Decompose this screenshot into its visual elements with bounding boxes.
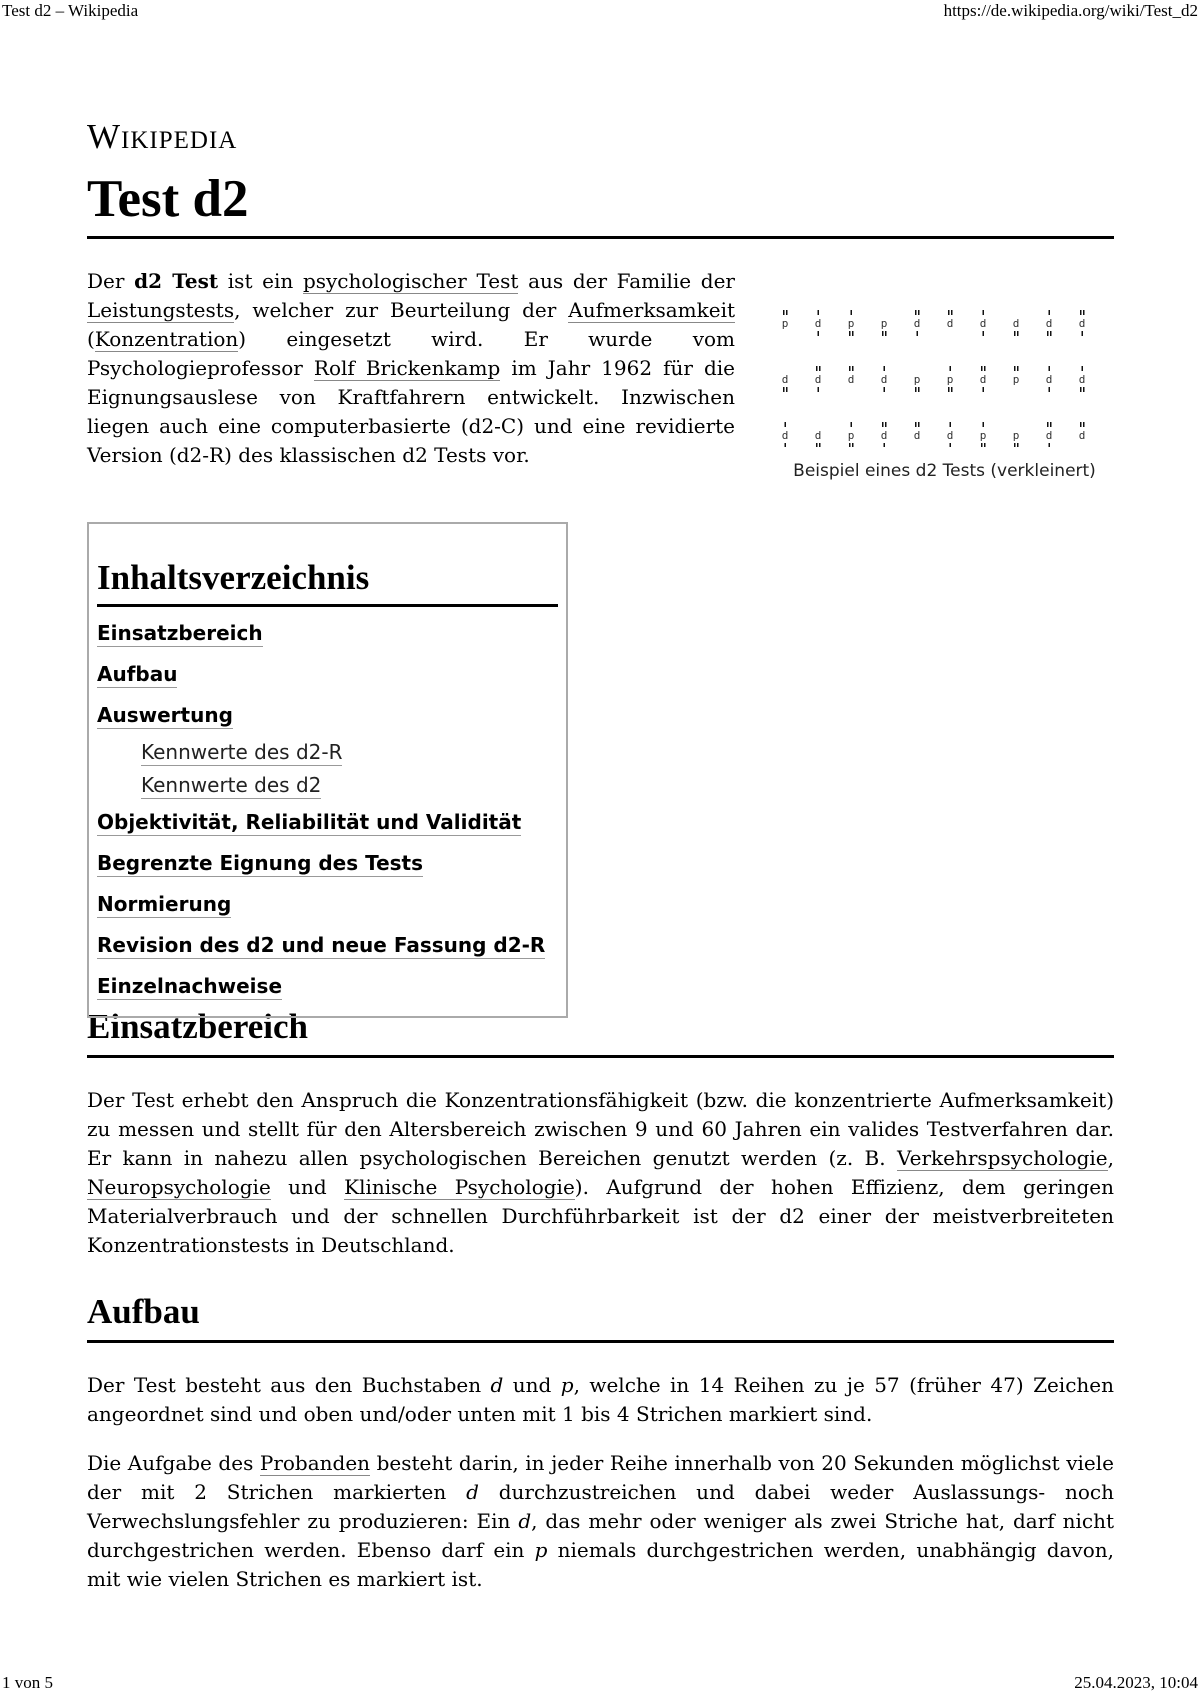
d2-bottom-stroke: [1014, 331, 1016, 336]
d2-bottom-stroke: [786, 387, 788, 392]
d2-bottom-stroke: [1083, 387, 1085, 392]
section-heading: Einsatzbereich: [87, 1005, 1114, 1058]
print-datetime: 25.04.2023, 10:04: [1074, 1673, 1198, 1692]
d2-top-stroke: [816, 366, 818, 371]
d2-top-stroke: [1082, 366, 1084, 371]
d2-bottom-stroke: [816, 443, 818, 447]
toc-item[interactable]: Revision des d2 und neue Fassung d2-R: [97, 933, 546, 957]
d2-bottom-stroke: [819, 443, 821, 447]
print-header: [0, 0, 1200, 24]
d2-top-stroke: [851, 310, 853, 315]
print-header-url[interactable]: https://de.wikipedia.org/wiki/Test_d2: [943, 1, 1198, 20]
d2-letter: p: [1012, 373, 1020, 386]
d2-bottom-stroke: [1049, 443, 1051, 447]
d2-bottom-stroke: [1049, 387, 1051, 392]
toc-item[interactable]: Objektivität, Reliabilität und Validität: [97, 810, 522, 834]
link-probanden[interactable]: Probanden: [259, 1451, 371, 1475]
toc-item[interactable]: Begrenzte Eignung des Tests: [97, 851, 424, 875]
toc-item[interactable]: Einsatzbereich: [97, 621, 263, 645]
d2-letter: d: [1078, 373, 1086, 386]
d2-top-stroke: [918, 310, 920, 315]
table-of-contents: [87, 522, 568, 1018]
d2-top-stroke: [785, 422, 787, 427]
d2-top-stroke: [882, 422, 884, 427]
d2-bottom-stroke: [1017, 331, 1019, 336]
print-footer: [0, 1672, 1200, 1696]
link-konzentration[interactable]: Konzentration: [94, 327, 239, 351]
d2-letter: d: [1045, 373, 1053, 386]
d2-bottom-stroke: [884, 387, 886, 392]
lead-area: [87, 267, 1114, 1005]
d2-bottom-stroke: [852, 331, 854, 336]
d2-letter: d: [880, 429, 888, 442]
d2-top-stroke: [1017, 366, 1019, 371]
intro-paragraph: Der d2 Test ist ein psychologischer Test aus der Familie der Leistungstests, welcher zur Beurteilung der Aufmerksamkeit (Konzentration) eingesetzt wird. Er wurde vom Psychologieprofessor Rolf Brickenkamp im Jahr 1962 für die Eignungsauslese von Kraftfahrern entwickelt. Inzwischen liegen auch eine computerbasierte (d2-C) und eine revidierte Version (d2-R) des klassischen d2 Tests vor.: [87, 269, 735, 467]
d2-top-stroke: [783, 310, 785, 315]
toc-title: Inhaltsverzeichnis: [97, 558, 558, 607]
d2-bottom-stroke: [1080, 387, 1082, 392]
section-paragraph: Der Test besteht aus den Buchstaben d und p, welche in 14 Reihen zu je 57 (früher 47) Zeichen angeordnet sind und oben und/oder unten mit 1 bis 4 Strichen markiert sind.: [87, 1373, 1115, 1426]
d2-top-stroke: [1014, 366, 1016, 371]
d2-letter: d: [814, 317, 822, 330]
section-aufbau: [87, 1290, 1114, 1594]
d2-letter: d: [1078, 317, 1086, 330]
d2-letter: d: [979, 373, 987, 386]
toc-item[interactable]: Normierung: [97, 892, 232, 916]
d2-letter: d: [979, 317, 987, 330]
d2-letter: d: [946, 429, 954, 442]
d2-top-stroke: [984, 366, 986, 371]
article: [87, 112, 1114, 1594]
d2-letter: p: [847, 317, 855, 330]
d2-top-stroke: [851, 422, 853, 427]
link-psychologischer-test[interactable]: psychologischer Test: [302, 269, 519, 293]
d2-top-stroke: [885, 422, 887, 427]
d2-bottom-stroke: [783, 387, 785, 392]
d2-top-stroke: [983, 310, 985, 315]
link-rolf-brickenkamp[interactable]: Rolf Brickenkamp: [313, 356, 501, 380]
d2-top-stroke: [1047, 422, 1049, 427]
d2-letter: d: [946, 317, 954, 330]
link-leistungstests[interactable]: Leistungstests: [87, 298, 235, 322]
d2-top-stroke: [819, 366, 821, 371]
d2-top-stroke: [786, 310, 788, 315]
print-header-title: Test d2 – Wikipedia: [2, 1, 139, 20]
section-heading: Aufbau: [87, 1290, 1114, 1343]
d2-bottom-stroke: [1082, 331, 1084, 336]
d2-bottom-stroke: [884, 443, 886, 447]
d2-top-stroke: [884, 366, 886, 371]
d2-top-stroke: [1049, 310, 1051, 315]
d2-top-stroke: [1049, 366, 1051, 371]
d2-top-stroke: [918, 422, 920, 427]
d2-top-stroke: [948, 310, 950, 315]
d2-bottom-stroke: [818, 331, 820, 336]
d2-bottom-stroke: [849, 443, 851, 447]
d2-letter: p: [1012, 429, 1020, 442]
d2-bottom-stroke: [950, 443, 952, 447]
d2-letter: d: [1078, 429, 1086, 442]
d2-top-stroke: [951, 310, 953, 315]
section-einsatzbereich: [87, 1005, 1114, 1260]
link-aufmerksamkeit[interactable]: Aufmerksamkeit: [568, 298, 735, 322]
link-klinische-psychologie[interactable]: Klinische Psychologie: [344, 1175, 575, 1199]
d2-letter: d: [913, 429, 921, 442]
d2-top-stroke: [1083, 422, 1085, 427]
d2-bottom-stroke: [882, 331, 884, 336]
d2-bottom-stroke: [852, 443, 854, 447]
d2-bottom-stroke: [1047, 331, 1049, 336]
d2-bottom-stroke: [984, 443, 986, 447]
d2-bottom-stroke: [1014, 443, 1016, 447]
toc-item[interactable]: Einzelnachweise: [97, 974, 283, 998]
d2-letter: d: [781, 429, 789, 442]
d2-top-stroke: [818, 310, 820, 315]
d2-top-stroke: [849, 366, 851, 371]
toc-item[interactable]: Aufbau: [97, 662, 178, 686]
d2-letter: p: [946, 373, 954, 386]
d2-letter: p: [979, 429, 987, 442]
d2-bottom-stroke: [951, 387, 953, 392]
d2-top-stroke: [983, 422, 985, 427]
d2-letter: d: [781, 373, 789, 386]
d2-bottom-stroke: [915, 387, 917, 392]
section-paragraph: Die Aufgabe des Probanden besteht darin, in jeder Reihe innerhalb von 20 Sekunden möglichst viele der mit 2 Strichen markierten d durchzustreichen und dabei weder Auslassungs- noch Verwechslungsfehler zu produzieren: Ein d, das mehr oder weniger als zwei Striche hat, darf nicht durchgestrichen werden. Ebenso darf ein p niemals durchgestrichen werden, unabhängig davon, mit wie vielen Strichen es markiert ist.: [87, 1451, 1114, 1591]
d2-bottom-stroke: [785, 443, 787, 447]
figure-caption: Beispiel eines d2 Tests (verkleinert): [793, 461, 1096, 481]
toc-subitem[interactable]: Kennwerte des d2: [141, 773, 322, 797]
d2-top-stroke: [981, 366, 983, 371]
d2-bottom-stroke: [1017, 443, 1019, 447]
d2-letter: p: [847, 429, 855, 442]
page-counter: 1 von 5: [2, 1673, 53, 1692]
d2-bottom-stroke: [983, 331, 985, 336]
d2-letter: d: [880, 373, 888, 386]
d2-letter: p: [781, 317, 789, 330]
d2-test-figure: [775, 297, 1114, 481]
toc-subitem[interactable]: Kennwerte des d2-R: [141, 740, 343, 764]
bold-term: d2 Test: [134, 269, 219, 293]
d2-top-stroke: [950, 422, 952, 427]
d2-letter: d: [913, 317, 921, 330]
d2-letter: d: [814, 429, 822, 442]
d2-letter: d: [1012, 317, 1020, 330]
d2-letter: d: [814, 373, 822, 386]
d2-bottom-stroke: [948, 387, 950, 392]
page-title: Test d2: [87, 168, 1114, 239]
d2-bottom-stroke: [1050, 331, 1052, 336]
d2-letter: d: [1045, 317, 1053, 330]
section-paragraph: Der Test erhebt den Anspruch die Konzentrationsfähigkeit (bzw. die konzentrierte Aufmerksamkeit) zu messen und stellt für den Altersbereich zwischen 9 und 60 Jahren ein valides Testverfahren dar. Er kann in nahezu allen psychologischen Bereichen genutzt werden (z. B. Verkehrspsychologie, Neuropsychologie und Klinische Psychologie). Aufgrund der hohen Effizienz, dem geringen Materialverbrauch und der schnellen Durchführbarkeit ist der d2 einer der meistverbreiteten Konzentrationstests in Deutschland.: [87, 1088, 1115, 1257]
d2-top-stroke: [1080, 422, 1082, 427]
d2-top-stroke: [1080, 310, 1082, 315]
toc-item[interactable]: Auswertung: [97, 703, 233, 727]
d2-letter: d: [1045, 429, 1053, 442]
d2-letter: d: [847, 373, 855, 386]
link-neuropsychologie[interactable]: Neuropsychologie: [87, 1175, 271, 1199]
d2-top-stroke: [915, 310, 917, 315]
d2-bottom-stroke: [885, 331, 887, 336]
d2-bottom-stroke: [917, 331, 919, 336]
link-verkehrspsychologie[interactable]: Verkehrspsychologie: [897, 1146, 1108, 1170]
d2-top-stroke: [1050, 422, 1052, 427]
d2-bottom-stroke: [818, 387, 820, 392]
wikipedia-logo[interactable]: Wikipedia: [87, 117, 238, 156]
d2-bottom-stroke: [983, 387, 985, 392]
d2-test-example-image[interactable]: [775, 297, 1114, 447]
d2-bottom-stroke: [981, 443, 983, 447]
d2-letter: p: [913, 373, 921, 386]
d2-top-stroke: [852, 366, 854, 371]
d2-top-stroke: [915, 422, 917, 427]
d2-bottom-stroke: [918, 387, 920, 392]
d2-top-stroke: [950, 366, 952, 371]
d2-bottom-stroke: [849, 331, 851, 336]
d2-letter: p: [880, 317, 888, 330]
d2-top-stroke: [1083, 310, 1085, 315]
